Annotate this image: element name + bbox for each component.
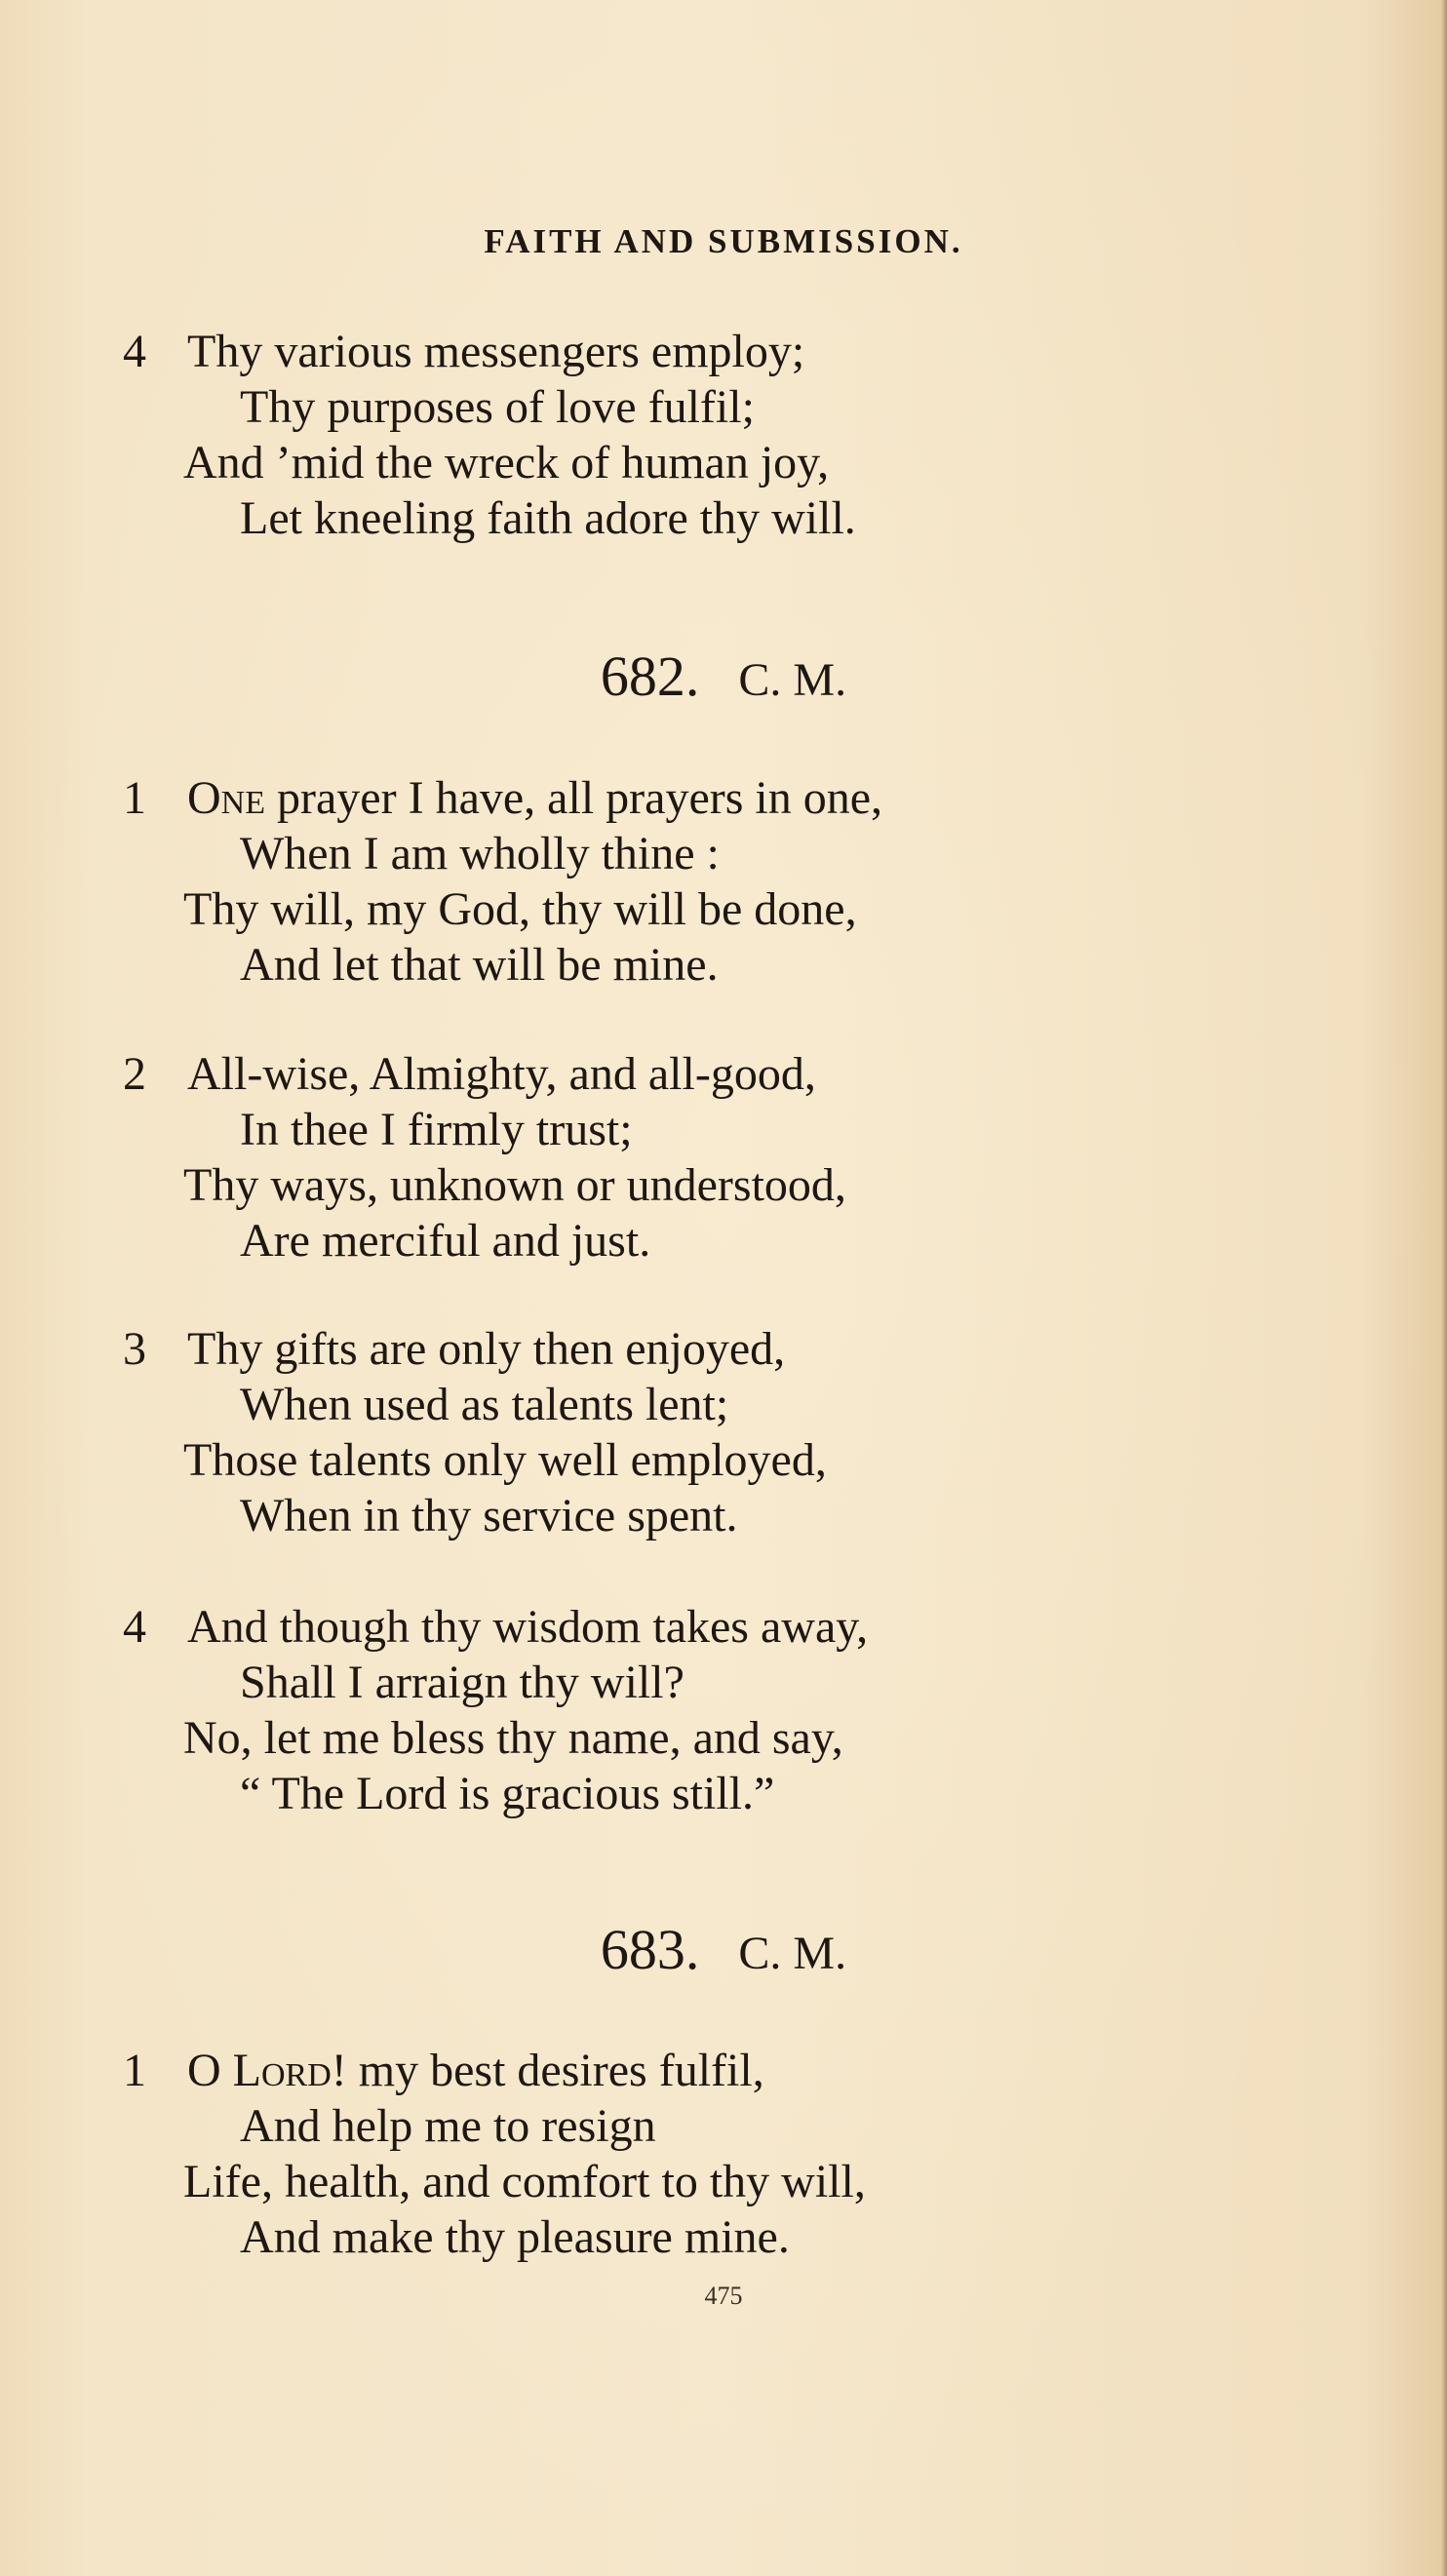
verse-line: Are merciful and just. (240, 1215, 651, 1267)
verse-line: When in thy service spent. (240, 1490, 738, 1542)
stanza-number: 1 (123, 772, 146, 824)
first-line-rest: ! my best desires fulfil, (331, 2045, 764, 2096)
verse-line: And let that will be mine. (240, 939, 719, 991)
stanza-number: 4 (123, 326, 146, 377)
verse-line: Thy gifts are only then enjoyed, (187, 1323, 786, 1375)
verse-line: Life, health, and comfort to thy will, (183, 2156, 866, 2207)
verse-line (187, 2043, 764, 2099)
stanza-number: 3 (123, 1323, 146, 1375)
verse-line (187, 770, 882, 827)
verse-line: Thy will, my God, thy will be done, (183, 883, 857, 935)
hymn-heading-682 (0, 644, 1447, 709)
page-number: 475 (704, 2282, 743, 2310)
hymn-meter: C. M. (738, 1928, 847, 1979)
first-word: One (187, 772, 265, 824)
verse-line: Shall I arraign thy will? (240, 1657, 684, 1708)
running-head: FAITH AND SUBMISSION. (484, 222, 963, 260)
stanza-number: 4 (123, 1601, 146, 1653)
verse-line: All-wise, Almighty, and all-good, (187, 1048, 816, 1100)
hymn-number: 682. (600, 644, 700, 708)
first-word-prefix: O (187, 2045, 233, 2096)
verse-line: When used as talents lent; (240, 1379, 729, 1430)
stanza-number: 2 (123, 1048, 146, 1100)
verse-line: When I am wholly thine : (240, 828, 720, 879)
verse-line: Thy various messengers employ; (187, 326, 805, 377)
verse-line: And help me to resign (240, 2100, 656, 2152)
verse-line: Those talents only well employed, (183, 1434, 827, 1486)
verse-line: Let kneeling faith adore thy will. (240, 492, 856, 544)
verse-line: “ The Lord is gracious still.” (240, 1768, 775, 1819)
hymn-number: 683. (600, 1918, 700, 1981)
stanza-number: 1 (123, 2045, 146, 2096)
verse-line: Thy purposes of love fulfil; (240, 381, 755, 433)
hymn-heading-683 (0, 1917, 1447, 1982)
hymn-meter: C. M. (738, 654, 847, 706)
verse-line: And though thy wisdom takes away, (187, 1601, 869, 1653)
verse-line: And make thy pleasure mine. (240, 2211, 790, 2263)
page-edge-shadow (1441, 0, 1447, 2576)
verse-line: In thee I firmly trust; (240, 1104, 633, 1155)
verse-line: And ’mid the wreck of human joy, (183, 437, 830, 488)
first-word: Lord (232, 2045, 332, 2096)
verse-line: Thy ways, unknown or understood, (183, 1159, 846, 1211)
first-line-rest: prayer I have, all prayers in one, (265, 772, 883, 824)
verse-line: No, let me bless thy name, and say, (183, 1712, 843, 1764)
